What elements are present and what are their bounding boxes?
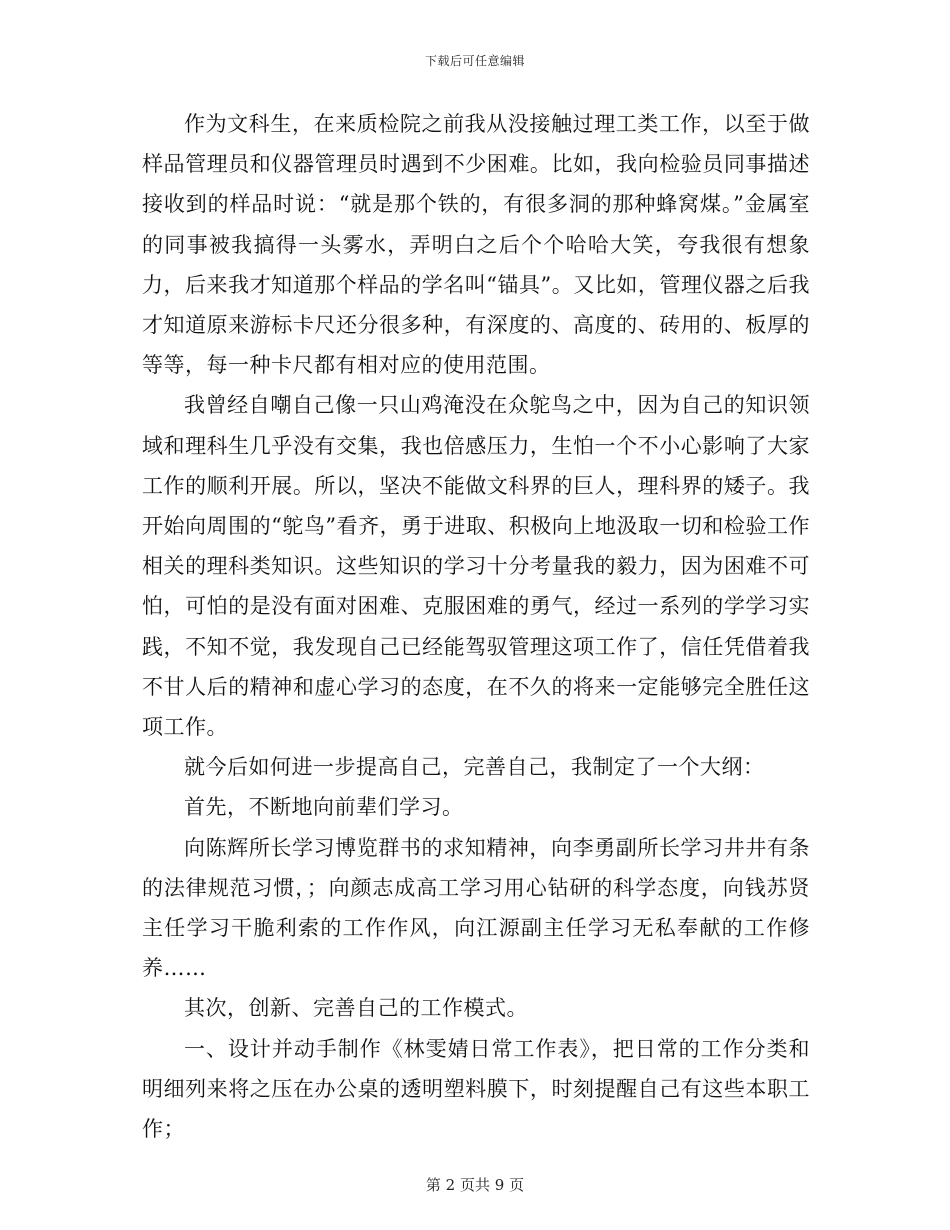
paragraph: 一、设计并动手制作《林雯婧日常工作表》，把日常的工作分类和明细列来将之压在办公桌的透明塑料膜下，时刻提醒自己有这些本职工作； xyxy=(142,1036,810,1142)
paragraph: 就今后如何进一步提高自己，完善自己，我制定了一个大纲： xyxy=(184,755,765,780)
paragraph: 其次，创新、完善自己的工作模式。 xyxy=(184,996,528,1021)
paragraph: 作为文科生，在来质检院之前我从没接触过理工类工作，以至于做样品管理员和仪器管理员时遇到不少困难。比如，我向检验员同事描述接收到的样品时说：“就是那个铁的，有很多洞的那种蜂窝煤。”金属室的同事被我搞得一头雾水，弄明白之后个个哈哈大笑，夸我很有想象力，后来我才知道那个样品的学名叫“锚具”。又比如，管理仪器之后我才知道原来游标卡尺还分很多种，有深度的、高度的、砖用的、板厚的等等，每一种卡尺都有相对应的使用范围。 xyxy=(142,112,810,378)
paragraph: 我曾经自嘲自己像一只山鸡淹没在众鸵鸟之中，因为自己的知识领域和理科生几乎没有交集，我也倍感压力，生怕一个不小心影响了大家工作的顺利开展。所以，坚决不能做文科界的巨人，理科界的矮子。我开始向周围的“鸵鸟”看齐，勇于进取、积极向上地汲取一切和检验工作相关的理科类知识。这些知识的学习十分考量我的毅力，因为困难不可怕，可怕的是没有面对困难、克服困难的勇气，经过一系列的学学习实践，不知不觉，我发现自己已经能驾驭管理这项工作了，信任凭借着我不甘人后的精神和虚心学习的态度，在不久的将来一定能够完全胜任这项工作。 xyxy=(142,393,810,740)
page-header: 下载后可任意编辑 xyxy=(424,54,525,68)
paragraph: 向陈辉所长学习博览群书的求知精神，向李勇副所长学习井井有条的法律规范习惯，；向颜志成高工学习用心钻研的科学态度，向钱苏贤主任学习干脆利索的工作作风，向江源副主任学习无私奉献的工作修养…… xyxy=(142,835,810,981)
document-body xyxy=(142,104,810,1149)
paragraph: 首先，不断地向前辈们学习。 xyxy=(184,795,464,820)
page-number: 第 2 页共 9 页 xyxy=(425,1176,525,1194)
